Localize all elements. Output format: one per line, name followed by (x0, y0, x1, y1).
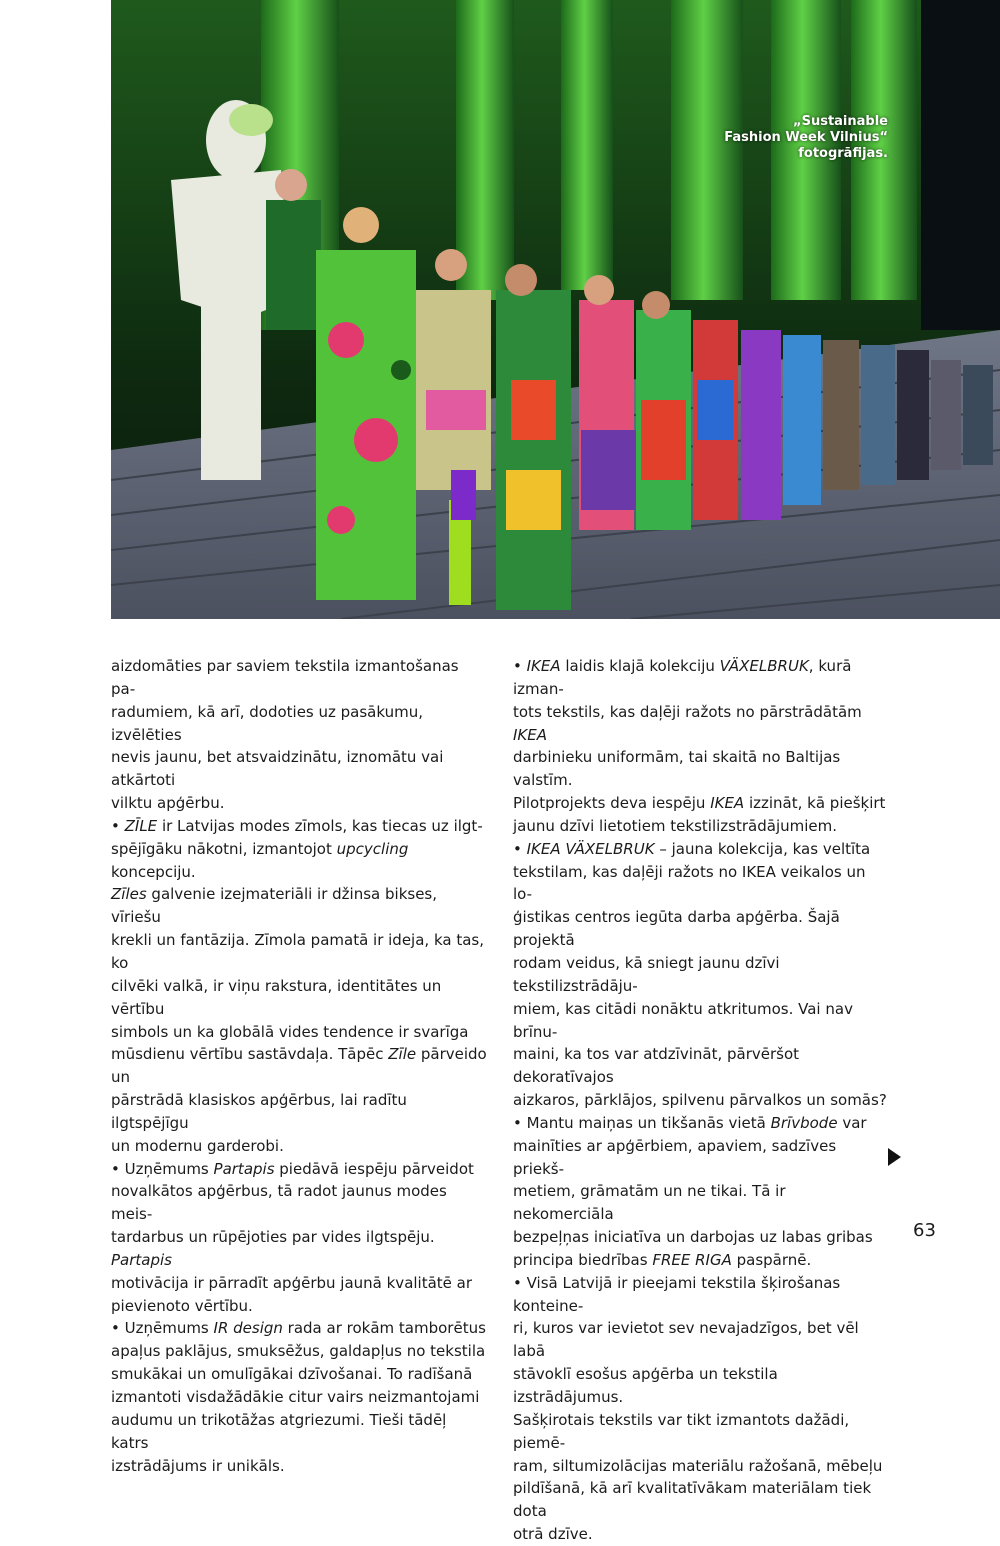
text-line: otrā dzīve. (513, 1525, 593, 1544)
text-run: • (513, 839, 527, 858)
partapis-paragraph (111, 1158, 487, 1318)
text-line: nevis jaunu, bet atsvaidzinātu, iznomātu vai atkārtoti (111, 748, 444, 790)
text-line: mainīties ar apģērbiem, apaviem, sadzīves priekš- (513, 1136, 837, 1178)
article-column-left (111, 655, 487, 1477)
text-run: – jauna kolekcija, kas veltīta (654, 839, 871, 858)
text-line: ri, kuros var ievietot sev nevajadzīgos, bet vēl labā (513, 1319, 859, 1361)
text-run: • (513, 657, 527, 675)
text-line: stāvoklī esošus apģērba un tekstila izstrādājumus. (513, 1365, 778, 1406)
brand-name: Partapis (111, 1250, 172, 1269)
collection-name: VÄXELBRUK (719, 657, 809, 675)
text-line: • Visā Latvijā ir pieejami tekstila šķirošanas konteine- (513, 1273, 841, 1315)
photo-illustration (111, 0, 1000, 619)
text-run: Pilotprojekts deva iespēju (513, 794, 711, 813)
text-run: , kurā izman- (513, 657, 852, 698)
organization-name: FREE RIGA (652, 1250, 732, 1269)
page-number: 63 (913, 1220, 936, 1241)
ikea-vaxelbruk-paragraph (513, 838, 889, 1112)
text-line: miem, kas citādi nonāktu atkritumos. Vai nav brīnu- (513, 999, 853, 1041)
text-run: ir Latvijas modes zīmols, kas tiecas uz ilgt- (157, 816, 483, 835)
text-line: tekstilam, kas daļēji ražots no IKEA veikalos un lo- (513, 862, 866, 904)
text-line: cilvēki valkā, ir viņu rakstura, identitātes un vērtību (111, 976, 442, 1018)
brivbode-paragraph (513, 1112, 889, 1272)
caption-line: Fashion Week Vilnius“ (724, 130, 888, 145)
text-line: krekli un fantāzija. Zīmola pamatā ir ideja, ka tas, ko (111, 931, 484, 972)
text-run: paspārnē. (731, 1250, 812, 1269)
text-run: tardarbus un rūpējoties par vides ilgtspēju. (111, 1228, 435, 1247)
text-line: simbols un ka globālā vides tendence ir svarīga (111, 1022, 469, 1041)
brand-name: IKEA (710, 794, 745, 813)
brand-name: ZĪLE (124, 816, 158, 835)
text-run: pārveido un (111, 1045, 487, 1087)
text-line: izstrādājums ir unikāls. (111, 1456, 285, 1475)
fashion-show-photo (111, 0, 1000, 619)
brand-name: IKEA (526, 657, 561, 675)
text-run: principa biedrības (513, 1250, 653, 1269)
brand-name: IR design (213, 1319, 283, 1338)
text-line: pievienoto vērtību. (111, 1296, 253, 1315)
text-line: pildīšanā, kā arī kvalitatīvākam materiālam tiek dota (513, 1479, 872, 1521)
text-run: mūsdienu vērtību sastāvdaļa. Tāpēc (111, 1045, 389, 1064)
text-line: novalkātos apģērbus, tā radot jaunus modes meis- (111, 1182, 447, 1224)
text-line: metiem, grāmatām un ne tikai. Tā ir nekomerciāla (513, 1182, 786, 1224)
caption-line: „Sustainable (793, 114, 888, 129)
brand-name: Zīles (111, 885, 147, 904)
article-column-right (513, 655, 889, 1546)
text-line: Sašķirotais tekstils var tikt izmantots dažādi, piemē- (513, 1410, 850, 1452)
text-run: • Mantu maiņas un tikšanās vietā (513, 1113, 771, 1132)
text-run: tots tekstils, kas daļēji ražots no pārstrādātām (513, 702, 862, 721)
text-line: ģistikas centros iegūta darba apģērba. Šajā projektā (513, 908, 840, 950)
irdesign-paragraph (111, 1317, 487, 1477)
continue-arrow-icon (888, 1148, 901, 1166)
text-run: piedāvā iespēju pārveidot (274, 1159, 474, 1178)
text-run: galvenie izejmateriāli ir džinsa bikses, vīriešu (111, 885, 438, 927)
text-run: rada ar rokām tamborētus (282, 1319, 486, 1338)
text-run: • Uzņēmums (111, 1319, 214, 1338)
text-line: darbinieku uniformām, tai skaitā no Baltijas valstīm. (513, 748, 841, 790)
text-line: bezpeļņas iniciatīva un darbojas uz labas gribas (513, 1228, 873, 1247)
text-line: pārstrādā klasiskos apģērbus, lai radītu ilgtspējīgu (111, 1091, 407, 1132)
zile-paragraph (111, 815, 487, 1158)
text-run: laidis klajā kolekciju (560, 657, 720, 675)
brand-name: Brīvbode (770, 1113, 838, 1132)
text-line: apaļus paklājus, smuksēžus, galdapļus no tekstila (111, 1342, 486, 1361)
term: upcycling (336, 839, 409, 858)
caption-line: fotogrāfijas. (798, 146, 888, 161)
text-line: radumiem, kā arī, dodoties uz pasākumu, izvēlēties (111, 702, 423, 744)
intro-paragraph (111, 655, 487, 815)
text-run: koncepciju. (111, 862, 196, 881)
brand-name: Zīle (388, 1045, 417, 1064)
text-line: smukākai un omulīgākai dzīvošanai. To radīšanā (111, 1365, 473, 1384)
text-line: audumu un trikotāžas atgriezumi. Tieši tādēļ katrs (111, 1410, 447, 1452)
collection-name: IKEA VÄXELBRUK (526, 839, 655, 858)
text-run: var (837, 1113, 867, 1132)
text-line: vilktu apģērbu. (111, 794, 225, 813)
brand-name: IKEA (513, 725, 547, 744)
text-line: motivācija ir pārradīt apģērbu jaunā kvalitātē ar (111, 1273, 473, 1292)
brand-name: Partapis (213, 1159, 275, 1178)
text-line: maini, ka tos var atdzīvināt, pārvēršot dekoratīvajos (513, 1045, 800, 1087)
text-run: • (111, 816, 125, 835)
text-run: • Uzņēmums (111, 1159, 214, 1178)
text-line: izmantoti visdažādākie citur vairs neizmantojami (111, 1388, 480, 1406)
text-line: aizdomāties par saviem tekstila izmantošanas pa- (111, 657, 459, 698)
text-line: un modernu garderobi. (111, 1136, 284, 1155)
text-run: spējīgāku nākotni, izmantojot (111, 839, 337, 858)
text-line: jaunu dzīvi lietotiem tekstilizstrādājumiem. (513, 816, 838, 835)
ikea-collection-paragraph (513, 655, 889, 838)
photo-caption (698, 114, 888, 162)
text-line: rodam veidus, kā sniegt jaunu dzīvi tekstilizstrādāju- (513, 953, 780, 995)
containers-paragraph (513, 1272, 889, 1546)
text-run: izzināt, kā piešķirt (744, 794, 886, 813)
text-line: aizkaros, pārklājos, spilvenu pārvalkos un somās? (513, 1091, 887, 1110)
text-line: ram, siltumizolācijas materiālu ražošanā, mēbeļu (513, 1456, 883, 1475)
